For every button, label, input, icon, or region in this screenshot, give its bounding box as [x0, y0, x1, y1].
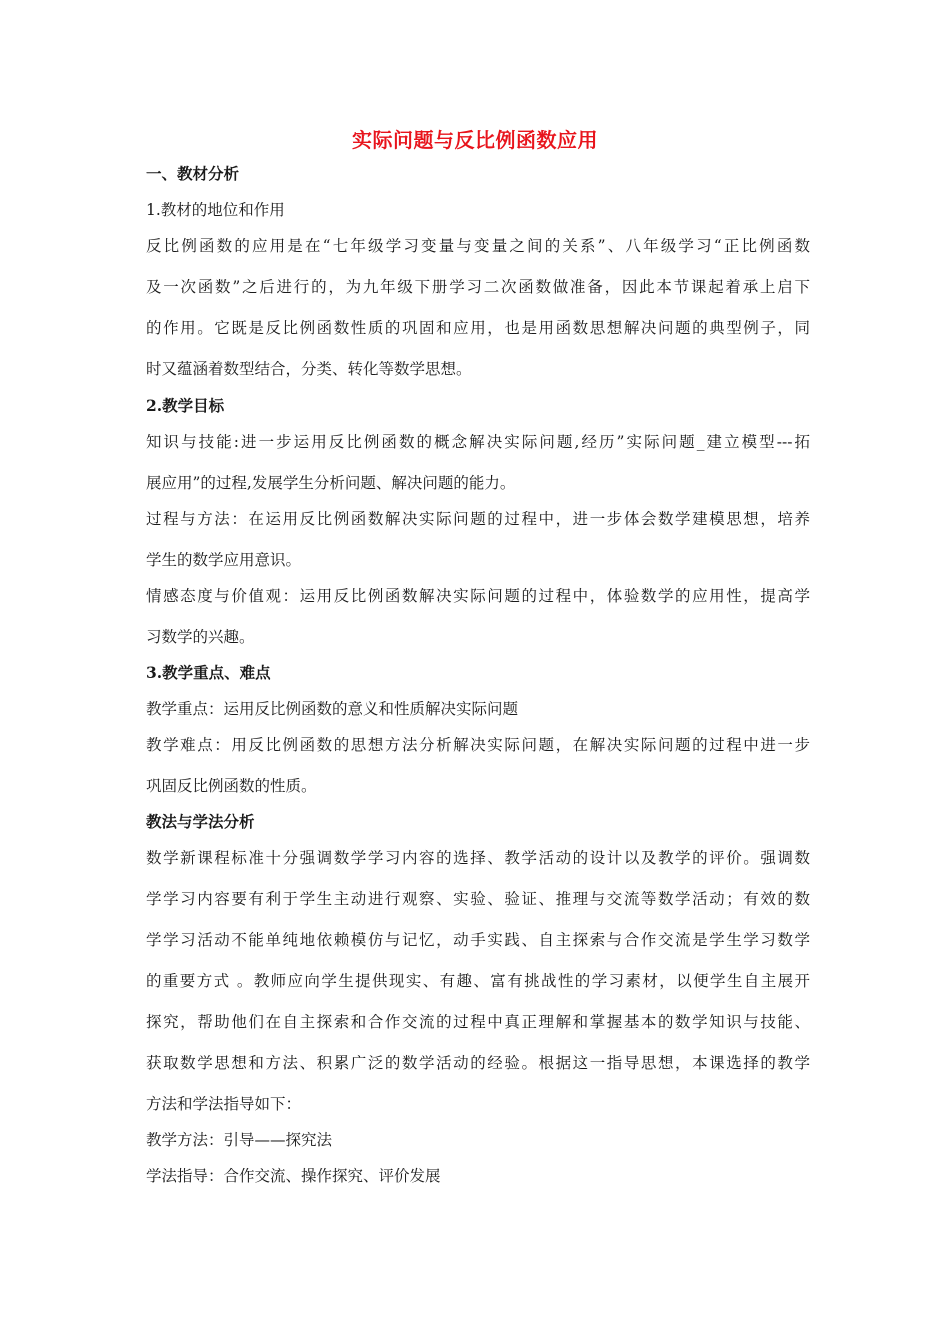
section-heading-method-analysis: 教法与学法分析 — [146, 812, 255, 831]
paragraph-line: 反比例函数的应用是在“七年级学习变量与变量之间的关系”、八年级学习“正比例函数 — [146, 237, 810, 255]
paragraph-line: 习数学的兴趣。 — [146, 628, 255, 646]
paragraph-line: 学学习内容要有利于学生主动进行观察、实验、验证、推理与交流等数学活动；有效的数 — [146, 890, 810, 908]
paragraph-line: 及一次函数”之后进行的，为九年级下册学习二次函数做准备，因此本节课起着承上启下 — [146, 278, 810, 296]
paragraph-line: 数学新课程标准十分强调数学学习内容的选择、教学活动的设计以及教学的评价。强调数 — [146, 849, 810, 867]
paragraph-line: 教学重点：运用反比例函数的意义和性质解决实际问题 — [146, 700, 519, 718]
subheading-key-difficult-points: 3.教学重点、难点 — [146, 663, 271, 682]
paragraph-line: 学学习活动不能单纯地依赖模仿与记忆，动手实践、自主探索与合作交流是学生学习数学 — [146, 931, 810, 949]
paragraph-line: 方法和学法指导如下： — [146, 1095, 302, 1113]
paragraph-line: 获取数学思想和方法、积累广泛的数学活动的经验。根据这一指导思想，本课选择的教学 — [146, 1054, 810, 1072]
subheading-teaching-goals: 2.教学目标 — [146, 396, 225, 415]
paragraph-line: 的作用。它既是反比例函数性质的巩固和应用，也是用函数思想解决问题的典型例子，同 — [146, 319, 810, 337]
paragraph-line: 教学难点：用反比例函数的思想方法分析解决实际问题，在解决实际问题的过程中进一步 — [146, 736, 810, 754]
learning-guidance-line: 学法指导：合作交流、操作探究、评价发展 — [146, 1167, 441, 1185]
paragraph-line: 巩固反比例函数的性质。 — [146, 777, 317, 795]
paragraph-line: 时又蕴涵着数型结合，分类、转化等数学思想。 — [146, 360, 472, 378]
document-title: 实际问题与反比例函数应用 — [352, 128, 598, 152]
paragraph-line: 学生的数学应用意识。 — [146, 551, 302, 569]
paragraph-line: 情感态度与价值观：运用反比例函数解决实际问题的过程中，体验数学的应用性，提高学 — [146, 587, 810, 605]
subheading-position-role: 1.教材的地位和作用 — [146, 201, 285, 219]
paragraph-line: 知识与技能:进一步运用反比例函数的概念解决实际问题,经历”实际问题_建立模型---拓 — [146, 433, 810, 451]
paragraph-line: 探究，帮助他们在自主探索和合作交流的过程中真正理解和掌握基本的数学知识与技能、 — [146, 1013, 810, 1031]
section-heading-textbook-analysis: 一、教材分析 — [146, 164, 240, 183]
paragraph-line: 过程与方法：在运用反比例函数解决实际问题的过程中，进一步体会数学建模思想，培养 — [146, 510, 810, 528]
paragraph-line: 的重要方式 。教师应向学生提供现实、有趣、富有挑战性的学习素材，以便学生自主展开 — [146, 972, 810, 990]
paragraph-line: 展应用”的过程,发展学生分析问题、解决问题的能力。 — [146, 474, 516, 492]
teaching-method-line: 教学方法：引导——探究法 — [146, 1131, 333, 1149]
